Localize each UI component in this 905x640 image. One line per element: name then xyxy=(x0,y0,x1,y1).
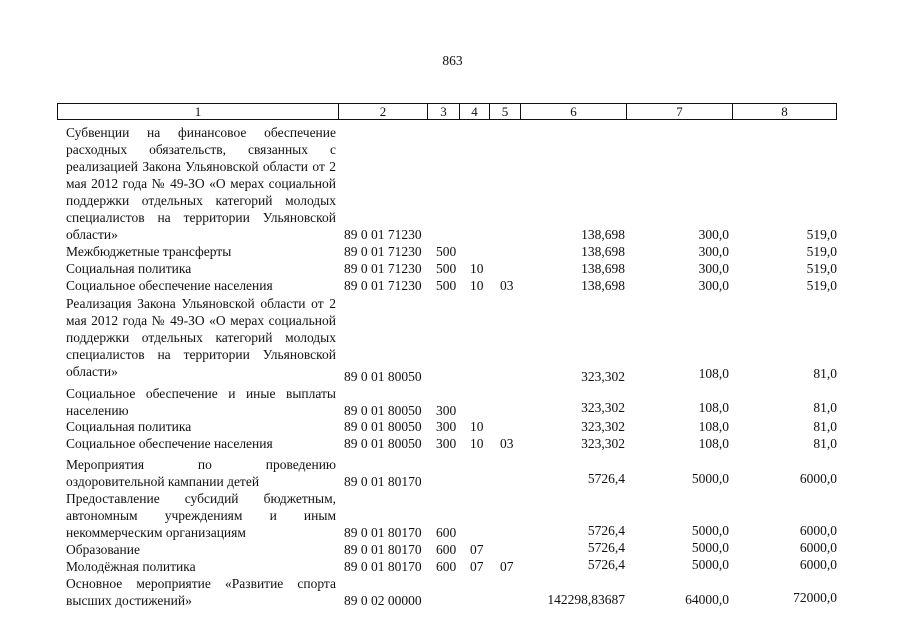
row-rz: 10 xyxy=(470,278,484,293)
row-code: 89 0 01 80170 xyxy=(344,474,422,489)
row-code: 89 0 01 80170 xyxy=(344,559,422,574)
row-value-7: 108,0 xyxy=(698,419,729,434)
row-code: 89 0 01 80050 xyxy=(344,436,422,451)
row-value-8: 72000,0 xyxy=(793,590,837,605)
row-value-7: 64000,0 xyxy=(685,592,729,607)
row-code: 89 0 02 00000 xyxy=(344,593,422,608)
row-code: 89 0 01 71230 xyxy=(344,227,422,242)
row-code: 89 0 01 80170 xyxy=(344,542,422,557)
row-value-7: 108,0 xyxy=(698,366,729,381)
row-pr: 03 xyxy=(500,278,514,293)
row-name: Социальное обеспечение и иные выплаты населению xyxy=(66,386,336,418)
row-name: Мероприятия по проведению оздоровительной кампании детей xyxy=(66,457,336,489)
row-pr: 03 xyxy=(500,436,514,451)
row-vr: 500 xyxy=(436,244,457,259)
row-value-8: 519,0 xyxy=(806,278,837,293)
row-rz: 10 xyxy=(470,436,484,451)
row-value-7: 108,0 xyxy=(698,400,729,415)
column-header-6: 6 xyxy=(521,104,627,120)
row-rz: 07 xyxy=(470,559,484,574)
row-name: Предоставление субсидий бюджетным, автономным учреждениям и иным некоммерческим организациям xyxy=(66,491,336,540)
row-value-8: 81,0 xyxy=(813,436,837,451)
row-value-6: 138,698 xyxy=(581,278,625,293)
row-code: 89 0 01 71230 xyxy=(344,278,422,293)
row-name: Молодёжная политика xyxy=(66,559,196,574)
row-code: 89 0 01 71230 xyxy=(344,261,422,276)
row-name: Межбюджетные трансферты xyxy=(66,244,232,259)
column-header-8: 8 xyxy=(733,104,837,120)
row-value-7: 300,0 xyxy=(698,227,729,242)
row-rz: 10 xyxy=(470,419,484,434)
row-name: Социальное обеспечение населения xyxy=(66,436,273,451)
row-name: Реализация Закона Ульяновской области от 2 мая 2012 года № 49-ЗО «О мерах социальной поддержки отдельных категорий молодых специалистов на территории Ульяновской области» xyxy=(66,296,336,379)
row-value-6: 5726,4 xyxy=(587,471,625,486)
row-vr: 600 xyxy=(436,559,457,574)
row-code: 89 0 01 71230 xyxy=(344,244,422,259)
page-number: 863 xyxy=(442,53,463,68)
row-value-6: 323,302 xyxy=(581,436,625,451)
row-value-8: 519,0 xyxy=(806,227,837,242)
row-vr: 600 xyxy=(436,542,457,557)
row-value-8: 6000,0 xyxy=(799,540,837,555)
row-rz: 10 xyxy=(470,261,484,276)
column-header-1: 1 xyxy=(58,104,339,120)
column-header-3: 3 xyxy=(428,104,460,120)
row-value-8: 81,0 xyxy=(813,400,837,415)
row-value-6: 5726,4 xyxy=(587,523,625,538)
row-value-8: 6000,0 xyxy=(799,523,837,538)
row-value-7: 300,0 xyxy=(698,278,729,293)
row-code: 89 0 01 80050 xyxy=(344,369,422,384)
row-value-7: 5000,0 xyxy=(691,540,729,555)
column-header-5: 5 xyxy=(490,104,521,120)
row-value-7: 108,0 xyxy=(698,436,729,451)
row-value-8: 519,0 xyxy=(806,244,837,259)
row-value-6: 5726,4 xyxy=(587,557,625,572)
row-vr: 300 xyxy=(436,419,457,434)
row-value-7: 5000,0 xyxy=(691,523,729,538)
column-header-7: 7 xyxy=(627,104,733,120)
row-value-7: 5000,0 xyxy=(691,471,729,486)
row-code: 89 0 01 80050 xyxy=(344,419,422,434)
row-code: 89 0 01 80170 xyxy=(344,525,422,540)
row-value-8: 81,0 xyxy=(813,419,837,434)
row-value-7: 300,0 xyxy=(698,244,729,259)
row-value-8: 81,0 xyxy=(813,366,837,381)
row-value-6: 5726,4 xyxy=(587,540,625,555)
row-value-8: 6000,0 xyxy=(799,471,837,486)
row-name: Субвенции на финансовое обеспечение расходных обязательств, связанных с реализацией Закона Ульяновской области от 2 мая 2012 года № 49-ЗО «О мерах социальной поддержки отдельных категорий молодых специалистов на территории Ульяновской области» xyxy=(66,125,336,242)
row-vr: 500 xyxy=(436,261,457,276)
row-value-6: 323,302 xyxy=(581,400,625,415)
row-value-6: 323,302 xyxy=(581,369,625,384)
row-value-6: 138,698 xyxy=(581,227,625,242)
row-name: Основное мероприятие «Развитие спорта высших достижений» xyxy=(66,576,336,608)
row-vr: 500 xyxy=(436,278,457,293)
row-value-6: 138,698 xyxy=(581,244,625,259)
row-value-6: 138,698 xyxy=(581,261,625,276)
row-value-8: 6000,0 xyxy=(799,557,837,572)
row-pr: 07 xyxy=(500,559,514,574)
column-header-2: 2 xyxy=(339,104,428,120)
row-value-8: 519,0 xyxy=(806,261,837,276)
row-vr: 600 xyxy=(436,525,457,540)
row-value-7: 300,0 xyxy=(698,261,729,276)
column-header-4: 4 xyxy=(460,104,490,120)
row-value-6: 142298,83687 xyxy=(547,592,625,607)
row-rz: 07 xyxy=(470,542,484,557)
row-vr: 300 xyxy=(436,403,457,418)
row-value-7: 5000,0 xyxy=(691,557,729,572)
row-name: Образование xyxy=(66,542,140,557)
row-name: Социальная политика xyxy=(66,419,192,434)
row-vr: 300 xyxy=(436,436,457,451)
row-value-6: 323,302 xyxy=(581,419,625,434)
row-name: Социальная политика xyxy=(66,261,192,276)
row-name: Социальное обеспечение населения xyxy=(66,278,273,293)
row-code: 89 0 01 80050 xyxy=(344,403,422,418)
